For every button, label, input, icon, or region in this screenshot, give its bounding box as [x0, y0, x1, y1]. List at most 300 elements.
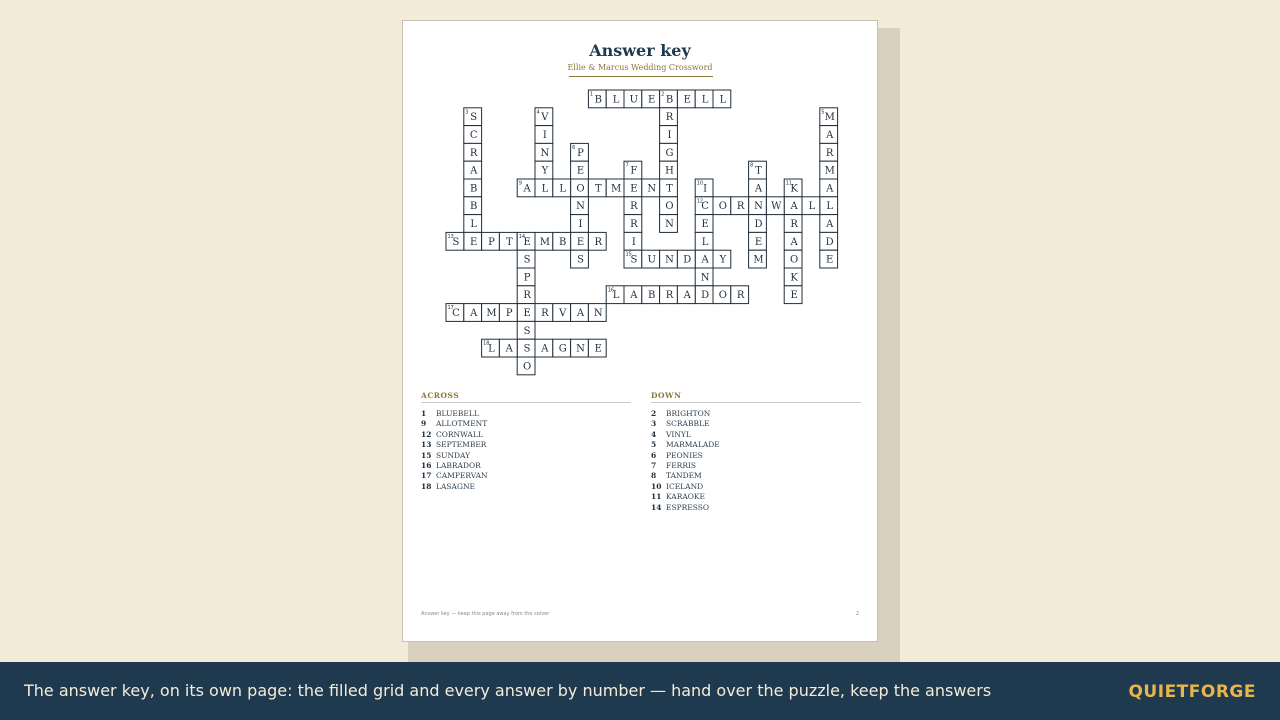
cell-letter: C	[701, 201, 709, 213]
cell-letter: B	[470, 201, 478, 213]
cell-letter: N	[665, 219, 674, 230]
answer-number: 13	[421, 440, 432, 450]
cell-letter: E	[470, 236, 478, 248]
grid-cell	[517, 304, 535, 322]
cell-letter: D	[683, 254, 692, 266]
cell-letter: R	[630, 219, 638, 230]
cell-letter: B	[665, 94, 674, 106]
across-answer-item	[421, 471, 631, 481]
grid-cell	[642, 179, 660, 197]
down-answer-item	[651, 409, 861, 419]
grid-cell	[517, 357, 535, 375]
grid-cell	[606, 286, 624, 304]
cell-letter: N	[576, 343, 585, 355]
grid-cell	[571, 161, 589, 179]
cell-letter: O	[665, 201, 674, 213]
answer-number: 12	[421, 429, 432, 439]
cell-letter: E	[790, 290, 798, 302]
grid-cell	[660, 143, 678, 161]
answer-word: MARMALADE	[666, 440, 720, 450]
cell-letter: G	[665, 147, 674, 159]
answer-word: PEONIES	[666, 450, 703, 460]
grid-cell	[695, 179, 713, 197]
grid-cell	[695, 250, 713, 268]
cell-letter: L	[808, 201, 816, 213]
footer-note: Answer key — keep this page away from the solver	[421, 611, 550, 617]
cell-letter: A	[576, 308, 585, 319]
grid-cell	[517, 179, 535, 197]
grid-cell	[713, 90, 731, 108]
grid-cell	[660, 215, 678, 233]
grid-cell	[535, 161, 553, 179]
cell-letter: N	[576, 201, 585, 213]
cell-letter: S	[452, 236, 460, 248]
grid-cell	[464, 197, 482, 215]
cell-letter: L	[612, 94, 620, 106]
grid-cell	[784, 286, 802, 304]
grid-cell	[713, 197, 731, 215]
answer-word: LASAGNE	[436, 481, 475, 491]
grid-cell	[571, 232, 589, 250]
grid-cell	[517, 339, 535, 357]
down-answer-item	[651, 440, 861, 450]
cell-letter: A	[701, 254, 709, 266]
cell-letter: L	[612, 290, 620, 302]
cell-letter: U	[647, 254, 656, 266]
answer-number: 4	[651, 429, 657, 439]
grid-cell	[499, 232, 517, 250]
grid-cell	[695, 286, 713, 304]
cell-letter: B	[594, 94, 602, 106]
cell-letter: T	[755, 165, 762, 177]
cell-letter: R	[630, 201, 638, 213]
grid-cell	[731, 197, 749, 215]
down-answer-item	[651, 461, 861, 471]
cell-letter: R	[736, 201, 745, 213]
down-answer-item	[651, 503, 861, 513]
grid-cell	[660, 126, 678, 144]
cell-letter: M	[824, 165, 835, 177]
cell-letter: S	[523, 325, 531, 337]
grid-cell	[749, 250, 767, 268]
cell-letter: A	[826, 219, 834, 230]
cell-letter: W	[771, 201, 782, 213]
cell-letter: E	[701, 219, 709, 230]
grid-cell	[464, 143, 482, 161]
grid-cell	[588, 339, 606, 357]
grid-cell	[677, 286, 695, 304]
cell-letter: L	[488, 343, 495, 355]
crossword-grid	[403, 21, 879, 401]
grid-cell	[446, 304, 464, 322]
cell-number: 4	[536, 109, 540, 116]
cell-letter: T	[666, 183, 673, 195]
grid-cell	[802, 197, 820, 215]
cell-letter: R	[790, 219, 798, 230]
grid-cell	[588, 179, 606, 197]
banner-caption: The answer key, on its own page: the filled grid and every answer by number — hand over the puzzle, keep the answers	[24, 681, 992, 700]
answer-word: SCRABBLE	[666, 419, 710, 429]
across-list	[421, 409, 631, 492]
cell-letter: N	[754, 201, 763, 213]
grid-cell	[624, 179, 642, 197]
grid-cell	[588, 232, 606, 250]
down-answer-item	[651, 451, 861, 461]
cell-letter: I	[542, 130, 547, 141]
cell-letter: C	[452, 308, 460, 319]
grid-cell	[535, 108, 553, 126]
grid-cell	[784, 268, 802, 286]
down-answer-item	[651, 419, 861, 429]
answer-number: 18	[421, 481, 432, 491]
cell-letter: T	[505, 236, 513, 248]
cell-letter: R	[541, 308, 549, 319]
answer-number: 1	[421, 409, 427, 418]
grid-cell	[517, 232, 535, 250]
grid-cell	[535, 339, 553, 357]
cell-letter: R	[594, 236, 603, 248]
grid-cell	[677, 90, 695, 108]
grid-cell	[464, 126, 482, 144]
cell-letter: O	[576, 183, 585, 195]
cell-letter: R	[825, 147, 834, 159]
cell-letter: K	[790, 272, 798, 284]
cell-letter: A	[826, 183, 834, 195]
answer-word: LABRADOR	[436, 461, 481, 471]
grid-cell	[660, 90, 678, 108]
grid-cell	[820, 250, 838, 268]
cell-letter: A	[790, 201, 798, 213]
grid-cell	[588, 90, 606, 108]
answer-word: TANDEM	[666, 471, 702, 481]
grid-cell	[749, 179, 767, 197]
cell-letter: A	[470, 165, 478, 177]
grid-cell	[713, 250, 731, 268]
cell-letter: B	[470, 183, 478, 195]
across-answers	[421, 391, 631, 492]
cell-letter: H	[665, 165, 674, 177]
cell-number: 18	[483, 340, 490, 347]
cell-letter: E	[594, 343, 602, 355]
grid-cell	[820, 143, 838, 161]
across-answer-item	[421, 430, 631, 440]
grid-cell	[464, 179, 482, 197]
page-subtitle: Ellie & Marcus Wedding Crossword	[567, 63, 713, 72]
grid-cell	[784, 179, 802, 197]
grid-cell	[695, 268, 713, 286]
cell-letter: S	[470, 112, 478, 124]
answer-number: 5	[651, 440, 657, 450]
cell-letter: M	[610, 183, 622, 195]
answer-number: 9	[421, 419, 427, 429]
grid-cell	[535, 232, 553, 250]
grid-cell	[571, 304, 589, 322]
cell-letter: E	[576, 165, 585, 177]
grid-cell	[517, 321, 535, 339]
cell-letter: I	[667, 130, 672, 141]
grid-cell	[695, 232, 713, 250]
grid-cell	[535, 143, 553, 161]
answer-number: 10	[651, 481, 662, 491]
cell-letter: R	[736, 290, 745, 302]
answer-number: 8	[651, 471, 657, 481]
down-list	[651, 409, 861, 513]
across-answer-item	[421, 419, 631, 429]
cell-number: 16	[607, 287, 615, 294]
cell-letter: R	[665, 290, 674, 302]
cell-number: 11	[785, 180, 793, 187]
grid-cell	[482, 232, 500, 250]
cell-number: 8	[750, 162, 754, 169]
cell-letter: E	[523, 236, 531, 248]
grid-cell	[695, 197, 713, 215]
answer-word: VINYL	[666, 429, 691, 439]
answer-key-page	[402, 20, 878, 642]
cell-number: 9	[518, 180, 522, 187]
cell-letter: G	[558, 343, 567, 355]
cell-letter: S	[577, 254, 584, 266]
answer-word: CAMPERVAN	[436, 471, 488, 481]
grid-cell	[553, 339, 571, 357]
cell-number: 1	[589, 91, 594, 98]
grid-cell	[820, 108, 838, 126]
grid-cell	[820, 179, 838, 197]
cell-letter: L	[719, 94, 727, 106]
grid-cell	[517, 250, 535, 268]
grid-cell	[766, 197, 784, 215]
cell-letter: T	[594, 183, 602, 195]
answer-word: CORNWALL	[436, 429, 483, 439]
cell-letter: O	[718, 290, 728, 302]
grid-cell	[535, 126, 553, 144]
down-answer-item	[651, 471, 861, 481]
across-heading: ACROSS	[421, 391, 631, 403]
cell-number: 13	[447, 233, 454, 240]
grid-cell	[482, 304, 500, 322]
grid-cell	[820, 232, 838, 250]
grid-cell	[571, 179, 589, 197]
cell-letter: L	[826, 201, 834, 213]
cell-letter: N	[540, 147, 550, 159]
across-answer-item	[421, 461, 631, 471]
cell-letter: U	[629, 94, 639, 106]
grid-cell	[499, 339, 517, 357]
cell-number: 12	[696, 198, 704, 205]
cell-letter: M	[486, 308, 497, 319]
cell-number: 5	[821, 109, 825, 116]
cell-letter: E	[523, 308, 531, 319]
cell-letter: K	[790, 183, 798, 195]
cell-letter: E	[826, 254, 834, 266]
grid-cell	[749, 161, 767, 179]
grid-cell	[624, 215, 642, 233]
grid-cell	[499, 304, 517, 322]
cell-letter: B	[559, 236, 567, 248]
answer-word: BLUEBELL	[436, 409, 479, 418]
cell-letter: P	[577, 147, 584, 159]
grid-cell	[606, 179, 624, 197]
cell-number: 10	[696, 180, 704, 187]
answer-word: BRIGHTON	[666, 409, 711, 418]
grid-cell	[624, 161, 642, 179]
grid-cell	[571, 215, 589, 233]
grid-cell	[606, 90, 624, 108]
grid-cell	[517, 268, 535, 286]
answer-word: ALLOTMENT	[436, 419, 488, 429]
grid-cell	[784, 215, 802, 233]
cell-letter: I	[631, 236, 636, 248]
grid-cell	[677, 250, 695, 268]
cell-letter: E	[648, 94, 656, 106]
grid-cell	[642, 286, 660, 304]
grid-cell	[553, 232, 571, 250]
answer-word: ESPRESSO	[666, 502, 710, 512]
cell-letter: L	[470, 219, 478, 230]
grid-cell	[642, 250, 660, 268]
cell-letter: A	[790, 236, 798, 248]
cell-letter: A	[826, 130, 834, 141]
cell-letter: Y	[541, 165, 549, 177]
grid-cell	[464, 161, 482, 179]
cell-letter: A	[523, 183, 531, 195]
grid-cell	[731, 286, 749, 304]
answer-number: 16	[421, 461, 432, 471]
cell-letter: M	[539, 236, 551, 248]
down-heading: DOWN	[651, 391, 861, 403]
grid-cell	[446, 232, 464, 250]
grid-cell	[517, 286, 535, 304]
answer-word: SEPTEMBER	[436, 440, 487, 450]
grid-cell	[749, 215, 767, 233]
across-answer-item	[421, 482, 631, 492]
across-answer-item	[421, 451, 631, 461]
cell-letter: E	[630, 183, 638, 195]
cell-letter: L	[701, 94, 709, 106]
cell-letter: E	[683, 94, 691, 106]
grid-cell	[571, 143, 589, 161]
cell-letter: V	[541, 112, 549, 124]
grid-cell	[820, 161, 838, 179]
answer-word: ICELAND	[666, 481, 704, 491]
answer-number: 2	[651, 409, 657, 418]
cell-letter: S	[523, 343, 531, 355]
caption-banner	[0, 662, 1280, 720]
across-answer-item	[421, 440, 631, 450]
cell-letter: A	[683, 290, 691, 302]
answer-word: FERRIS	[666, 461, 697, 471]
cell-letter: O	[718, 201, 728, 213]
answer-number: 17	[421, 471, 432, 481]
grid-cell	[624, 90, 642, 108]
answer-word: KARAOKE	[666, 492, 706, 502]
brand-logo: QUIETFORGE	[1128, 682, 1256, 702]
cell-letter: O	[522, 361, 532, 373]
cell-letter: R	[523, 290, 531, 302]
cell-letter: R	[665, 112, 674, 124]
grid-cell	[660, 179, 678, 197]
cell-letter: O	[789, 254, 799, 266]
down-answer-item	[651, 492, 861, 502]
grid-cell	[464, 232, 482, 250]
grid-cell	[660, 250, 678, 268]
grid-cell	[482, 339, 500, 357]
cell-letter: L	[559, 183, 567, 195]
cell-number: 3	[465, 109, 469, 116]
cell-letter: Y	[719, 254, 727, 266]
grid-cell	[588, 304, 606, 322]
down-answer-item	[651, 482, 861, 492]
cell-letter: P	[505, 308, 513, 319]
grid-cell	[820, 215, 838, 233]
cell-letter: P	[523, 272, 531, 284]
cell-letter: C	[469, 130, 478, 141]
down-answer-item	[651, 430, 861, 440]
cell-letter: S	[630, 254, 638, 266]
cell-number: 17	[447, 305, 454, 312]
grid-cell	[553, 179, 571, 197]
page-number: 2	[855, 611, 859, 617]
cell-number: 2	[661, 91, 665, 98]
grid-cell	[713, 286, 731, 304]
cell-letter: M	[824, 112, 835, 124]
cell-letter: E	[754, 236, 763, 248]
grid-cell	[624, 250, 642, 268]
down-answers	[651, 391, 861, 513]
grid-cell	[660, 286, 678, 304]
grid-cell	[660, 197, 678, 215]
answer-number: 11	[651, 492, 662, 502]
cell-letter: A	[630, 290, 638, 302]
grid-cell	[464, 108, 482, 126]
grid-cell	[784, 250, 802, 268]
cell-letter: S	[523, 254, 531, 266]
cell-letter: L	[541, 183, 549, 195]
cell-letter: I	[578, 219, 583, 230]
grid-cell	[642, 90, 660, 108]
cell-letter: D	[701, 290, 710, 302]
cell-letter: A	[754, 183, 763, 195]
answer-number: 15	[421, 450, 432, 460]
cell-letter: V	[559, 308, 567, 319]
grid-cell	[624, 286, 642, 304]
cell-letter: D	[754, 219, 763, 230]
cell-letter: P	[488, 236, 495, 248]
cell-letter: A	[541, 343, 549, 355]
cell-number: 14	[518, 233, 526, 240]
grid-cell	[695, 215, 713, 233]
cell-letter: N	[700, 272, 710, 284]
grid-cell	[820, 126, 838, 144]
grid-cell	[553, 304, 571, 322]
answer-number: 14	[651, 502, 662, 512]
cell-letter: N	[647, 183, 657, 195]
grid-cell	[535, 304, 553, 322]
grid-cell	[784, 197, 802, 215]
cell-letter: M	[753, 254, 764, 266]
grid-cell	[464, 215, 482, 233]
grid-cell	[660, 108, 678, 126]
grid-cell	[571, 339, 589, 357]
cell-letter: N	[665, 254, 674, 266]
cell-letter: B	[648, 290, 656, 302]
cell-letter: D	[825, 236, 834, 248]
grid-cell	[624, 232, 642, 250]
cell-letter: E	[576, 236, 585, 248]
grid-cell	[660, 161, 678, 179]
cell-letter: F	[630, 165, 638, 177]
cell-number: 6	[572, 144, 576, 151]
grid-cell	[749, 232, 767, 250]
